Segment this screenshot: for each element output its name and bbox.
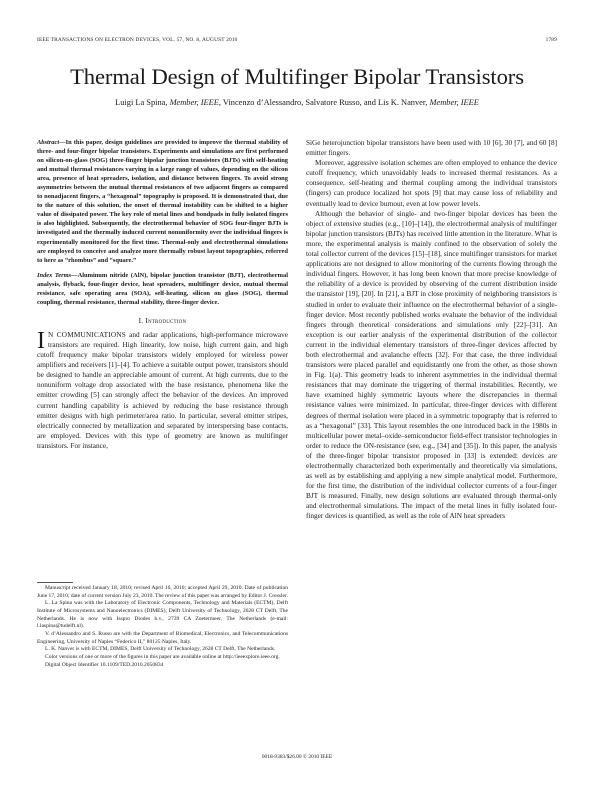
section-title: Introduction xyxy=(145,315,187,325)
footnote-divider xyxy=(37,582,73,583)
footnote: V. d’Alessandro and S. Russo are with the Department of Biomedical, Electronics, and Telecommunications Engineering, University of Naples “Federico II,” 80125 Naples, Italy. xyxy=(37,630,288,645)
journal-citation: IEEE TRANSACTIONS ON ELECTRON DEVICES, VOL. 57, NO. 8, AUGUST 2010 xyxy=(37,37,238,43)
abstract xyxy=(37,138,288,265)
running-header xyxy=(37,37,557,47)
author-membership: Member, IEEE xyxy=(169,98,219,107)
right-column xyxy=(306,138,557,522)
paragraph-text: Although the behavior of single- and two-finger bipolar devices has been the object of extensive studies (e.g., [10]–[14]), the electrothermal analysis of multifinger bipolar junction transistors (BJTs) has received little attention in the literature. What is more, the experimental analysis is mainly confined to the observation of solely the total collector current of the devices [15]–[18], since multifinger transistors for market applications are not designed to allow monitoring of the currents flowing through the individual fingers. However, it has long been known that more precise knowledge of the reliability of a device is provided by observing of the current distribution inside the transistor [19], [20]. In [21], a BJT in close proximity of neighboring transistors is studied in order to evaluate their influence on the electrothermal behavior of a single-finger device. Most recently published works evaluate the behavior of the individual fingers through theoretical considerations and simulations only [22]–[31]. An exception is our earlier analysis of the experimental distribution of the collector current in the individual elementary transistors of three-finger devices affected by both electrothermal and avalanche effects [32]. For that case, the three individual transistors were placed parallel and equidistantly one from the other, as those shown in Fig. 1(a). This geometry leads to inherent asymmetries in the individual thermal resistances that may dominate the triggering of thermal instabilities. Recently, we have examined highly symmetric layouts where the discrepancies in thermal resistance values were minimized. In particular, three-finger devices with different degrees of thermal isolation were placed in a symmetric topography that is referred to as a “hexagonal” [33]. This layout resembles the one introduced back in the 1980s in multicellular power metal–oxide–semiconductor field-effect transistor technologies in order to reduce the xyxy=(306,209,557,450)
footnote: L. K. Nanver is with ECTM, DIMES, Delft University of Technology, 2628 CT Delft, The Netherlands. xyxy=(45,646,276,653)
section-number: I. xyxy=(138,315,144,325)
footnotes xyxy=(37,585,288,669)
footnote: Manuscript received January 18, 2010; revised April 16, 2010; accepted April 29, 2010. Date of publication June 17, 2010; date of current version July 23, 2010. The review of this paper was arranged by Editor J. Cressler. xyxy=(37,585,288,599)
left-column xyxy=(37,138,288,451)
paragraph: Moreover, aggressive isolation schemes are often employed to enhance the device cutoff frequency, which unavoidably leads to increased thermal resistances. As a consequence, self-heating and thermal coupling among the individual transistors (fingers) can produce localized hot spots [9] that may cause loss of reliability and eventually lead to device burnout, even at low power levels. xyxy=(306,159,557,208)
author-list xyxy=(20,97,574,108)
intro-first-words: N COMMUNICATIONS xyxy=(48,330,127,339)
paragraph xyxy=(306,209,557,522)
page-number: 1789 xyxy=(545,37,557,43)
footnote: Digital Object Identifier 10.1109/TED.2010.2050834 xyxy=(45,661,164,668)
on-resistance-term: ON xyxy=(363,441,375,450)
copyright-line: 0018-9383/$26.00 © 2010 IEEE xyxy=(261,754,333,760)
author-names: , Vincenzo d’Alessandro, Salvatore Russo, and Lis K. Nanver, xyxy=(218,98,428,107)
index-terms-label: Index Terms xyxy=(37,271,72,279)
section-heading xyxy=(37,316,288,325)
footnote: L. La Spina was with the Laboratory of Electronic Components, Technology and Materials (ECTM), Delft Institute of Microsystems and Nanoelectronics (DIMES), Delft University of Technology, 2628 CT Delft, The Netherlands. He is now with Isspro Diodes b.v., 2739 CA Zoetermeer, The Netherlands (e-mail: l.laspina@tudelft.nl). xyxy=(37,600,288,630)
author-membership: Member, IEEE xyxy=(429,98,479,107)
paragraph-text-end: -resistance (see, e.g., [34] and [35]). In this paper, the analysis of the three-finger bipolar transistor proposed in [33] is extended: devices are electrothermally characterized both experimentally and theoretically via simulations, as well as by establishing and applying a new simple analytical model. Furthermore, for the first time, the distribution of the individual collector currents of a four-finger BJT is measured. Finally, new design solutions are evaluated through thermal-only and electrothermal simulations. The impact of the metal lines in fully isolated four-finger devices is quantified, as well as the role of AlN heat spreaders xyxy=(306,441,557,521)
index-terms-text: —Aluminum nitride (AlN), bipolar junction transistor (BJT), electrothermal analysis, flyback, four-finger device, heat spreaders, multifinger device, mutual thermal resistance, safe operating area (SOA), self-heating, silicon on glass (SOG), thermal coupling, thermal resistance, thermal stability, three-finger device. xyxy=(37,271,288,306)
index-terms xyxy=(37,271,288,307)
intro-paragraph-text: and radar applications, high-performance microwave transistors are required. High linearity, low noise, high current gain, and high cutoff frequency make bipolar transistors widely employed for wireless power amplifiers and receivers [1]–[4]. To achieve a suitable output power, transistors should be designed to handle an appreciable amount of current. At high currents, due to the nonuniform voltage drop associated with the base resistance, phenomena like the emitter crowding [5] can strongly affect the behavior of the devices. An improved current handling capability is achieved by reducing the base resistance through emitter designs with high perimeter/area ratio. In particular, several emitter stripes, electrically connected by metallization and separated by interspersing base contacts, are employed. Devices with this type of geometry are known as multifinger transistors. For instance, xyxy=(37,330,288,450)
intro-paragraph xyxy=(37,327,288,451)
abstract-text: —In this paper, design guidelines are provided to improve the thermal stability of three- and four-finger bipolar transistors. Experiments and simulations are first performed on silicon-on-glass (SOG) three-finger bipolar junction transistors (BJTs) with self-heating and mutual thermal resistances varying in a large range of values, depending on the silicon area, presence of heat spreaders, isolation, and distance between fingers. To avoid strong asymmetries between the mutual thermal resistances of two adjacent fingers as compared to nonadjacent fingers, a “hexagonal” topography is proposed. It is demonstrated that, due to the nature of this solution, the onset of thermal instability can be shifted to a higher value of dissipated power. The key role of metal lines and bondpads in fully isolated fingers is also highlighted. Subsequently, the electrothermal behavior of SOG four-finger BJTs is investigated and the thermally induced current nonuniformity over the individual fingers is experimentally monitored for the first time. Thermal-only and electrothermal simulations are employed to conceive and analyze more thermally robust layout topographies, referred to here as “rhombus” and “square.” xyxy=(37,139,288,264)
footnote: Color versions of one or more of the figures in this paper are available online at http://ieeexplore.ieee.org. xyxy=(45,653,280,660)
author-name: Luigi La Spina, xyxy=(115,98,168,107)
drop-cap: I xyxy=(37,327,45,354)
paragraph-continuation: SiGe heterojunction bipolar transistors have been used with 10 [6], 30 [7], and 60 [8] emitter fingers. xyxy=(306,139,557,158)
paper-title: Thermal Design of Multifinger Bipolar Transistors xyxy=(70,64,524,89)
abstract-label: Abstract xyxy=(37,139,60,146)
